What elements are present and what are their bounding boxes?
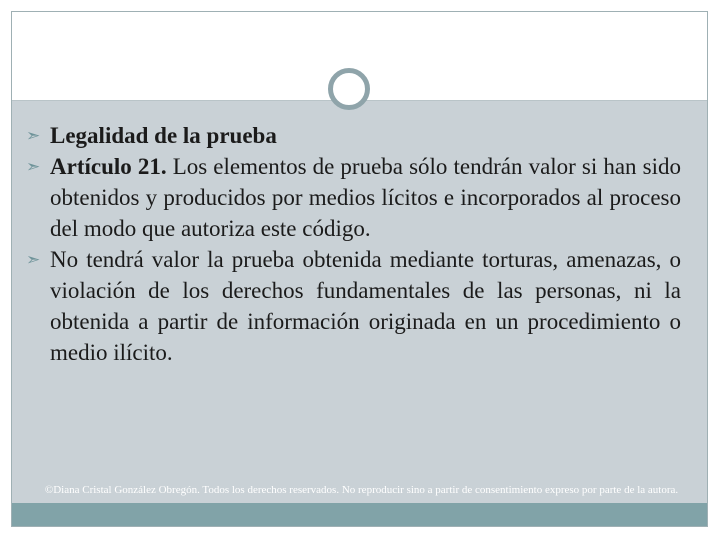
article-label: Artículo 21. bbox=[50, 154, 167, 179]
copyright-footer: ©Diana Cristal González Obregón. Todos los derechos reservados. No reproducir sino a partir de consentimiento expreso por parte de la autora. bbox=[44, 484, 679, 496]
arrow-bullet-icon: ➣ bbox=[26, 126, 41, 145]
article-text: Los elementos de prueba sólo tendrán valor si han sido obtenidos y producidos por medios lícitos e incorporados al proceso del modo que autoriza este código. bbox=[50, 154, 681, 241]
arrow-bullet-icon: ➣ bbox=[26, 250, 41, 269]
bullet-item-legalidad bbox=[26, 120, 681, 151]
bullet-item-no-tendra-valor bbox=[26, 244, 681, 368]
heading-text: Legalidad de la prueba bbox=[50, 123, 277, 148]
item-text: No tendrá valor la prueba obtenida mediante torturas, amenazas, o violación de los derechos fundamentales de las personas, ni la obtenida a partir de información originada en un procedimiento o medio ilícito. bbox=[50, 247, 681, 365]
bottom-band bbox=[12, 503, 707, 526]
circle-ornament-icon bbox=[328, 68, 370, 110]
arrow-bullet-icon: ➣ bbox=[26, 157, 41, 176]
bullet-item-articulo-21 bbox=[26, 151, 681, 244]
slide-body bbox=[26, 120, 681, 368]
